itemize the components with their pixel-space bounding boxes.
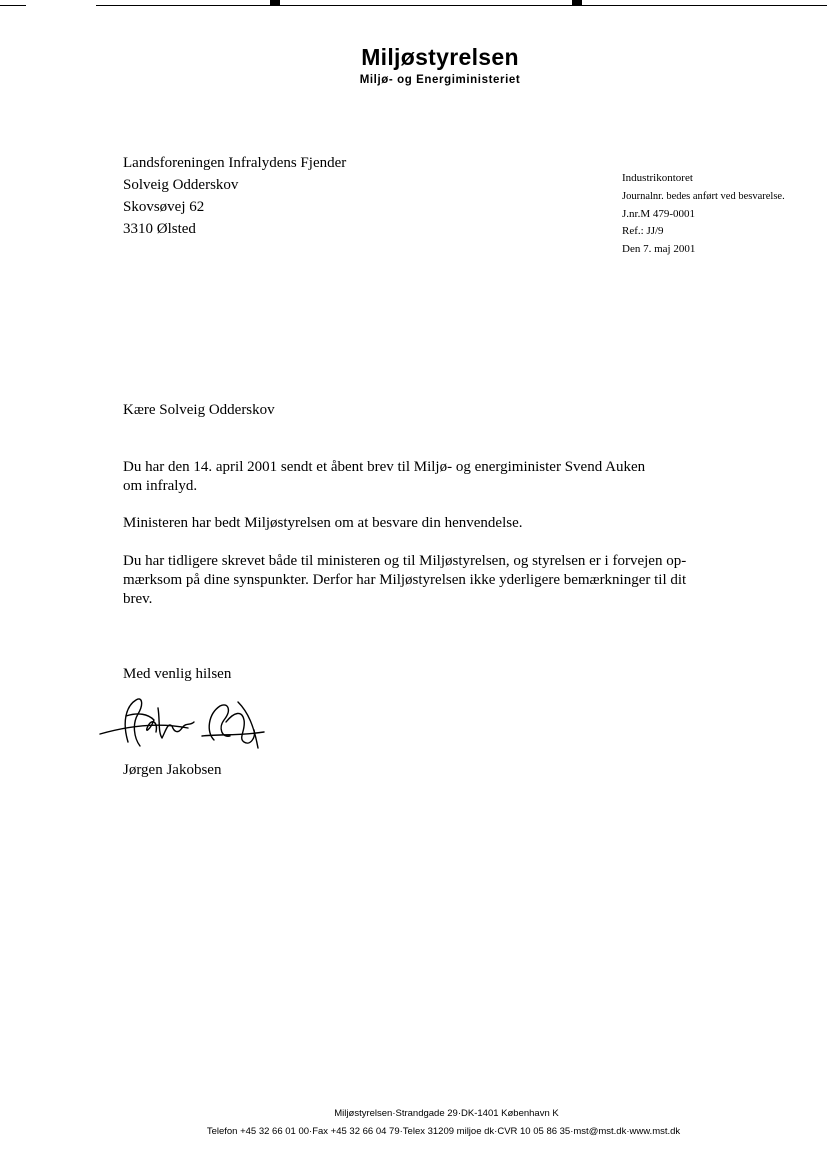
recipient-line: Landsforeningen Infralydens Fjender: [123, 155, 347, 171]
footer-line-1: Miljøstyrelsen·Strandgade 29·DK-1401 København K: [334, 1108, 559, 1119]
top-rule: [96, 5, 827, 6]
letterhead-ministry: Miljø- og Energiministeriet: [359, 74, 521, 86]
footer-email: mst@mst.dk: [573, 1126, 627, 1137]
reference-date: Den 7. maj 2001: [622, 243, 696, 256]
footer-cvr: CVR 10 05 86 35: [497, 1126, 571, 1137]
footer-organization: Miljøstyrelsen: [334, 1108, 393, 1119]
salutation: Kære Solveig Odderskov: [123, 402, 275, 418]
letterhead-organization: Miljøstyrelsen: [361, 44, 519, 70]
top-mark-right: [572, 0, 582, 5]
paragraph-line: brev.: [123, 591, 153, 607]
top-mark-left: [270, 0, 280, 5]
paragraph-line: Du har tidligere skrevet både til ministeren og til Miljøstyrelsen, og styrelsen er i forvejen op-: [123, 553, 687, 569]
footer-phone: Telefon +45 32 66 01 00: [206, 1126, 310, 1137]
footer-line-2: Telefon +45 32 66 01 00·Fax +45 32 66 04 79·Telex 31209 miljoe dk·CVR 10 05 86 35·mst@mst.dk·www.mst.dk: [206, 1126, 681, 1137]
paragraph-3: [123, 552, 743, 609]
signer-name: Jørgen Jakobsen: [123, 762, 222, 778]
paragraph-2: Ministeren har bedt Miljøstyrelsen om at besvare din henvendelse.: [123, 515, 523, 531]
footer-telex: Telex 31209 miljoe dk: [402, 1126, 495, 1137]
paragraph-line: mærksom på dine synspunkter. Derfor har Miljøstyrelsen ikke yderligere bemærkninger til dit: [123, 572, 687, 588]
closing: Med venlig hilsen: [123, 666, 232, 682]
top-rule-left: [0, 5, 26, 6]
recipient-line: 3310 Ølsted: [123, 221, 196, 237]
paragraph-1: [123, 458, 743, 496]
footer-website: www.mst.dk: [629, 1126, 681, 1137]
footer-fax: Fax +45 32 66 04 79: [312, 1126, 400, 1137]
signature: [98, 692, 268, 754]
paragraph-line: Du har den 14. april 2001 sendt et åbent brev til Miljø- og energiminister Svend Auken: [123, 459, 646, 475]
reference-journal-note: Journalnr. bedes anført ved besvarelse.: [622, 190, 785, 202]
footer-city: DK-1401 København K: [461, 1108, 559, 1119]
reference-office: Industrikontoret: [622, 172, 693, 184]
paragraph-line: om infralyd.: [123, 478, 198, 494]
reference-block: [622, 170, 785, 259]
recipient-address: [123, 152, 346, 240]
recipient-line: Skovsøvej 62: [123, 199, 205, 215]
footer-street: Strandgade 29: [395, 1108, 458, 1119]
recipient-line: Solveig Odderskov: [123, 177, 239, 193]
reference-ref: Ref.: JJ/9: [622, 225, 664, 238]
reference-journal-number: J.nr.M 479-0001: [622, 207, 696, 220]
